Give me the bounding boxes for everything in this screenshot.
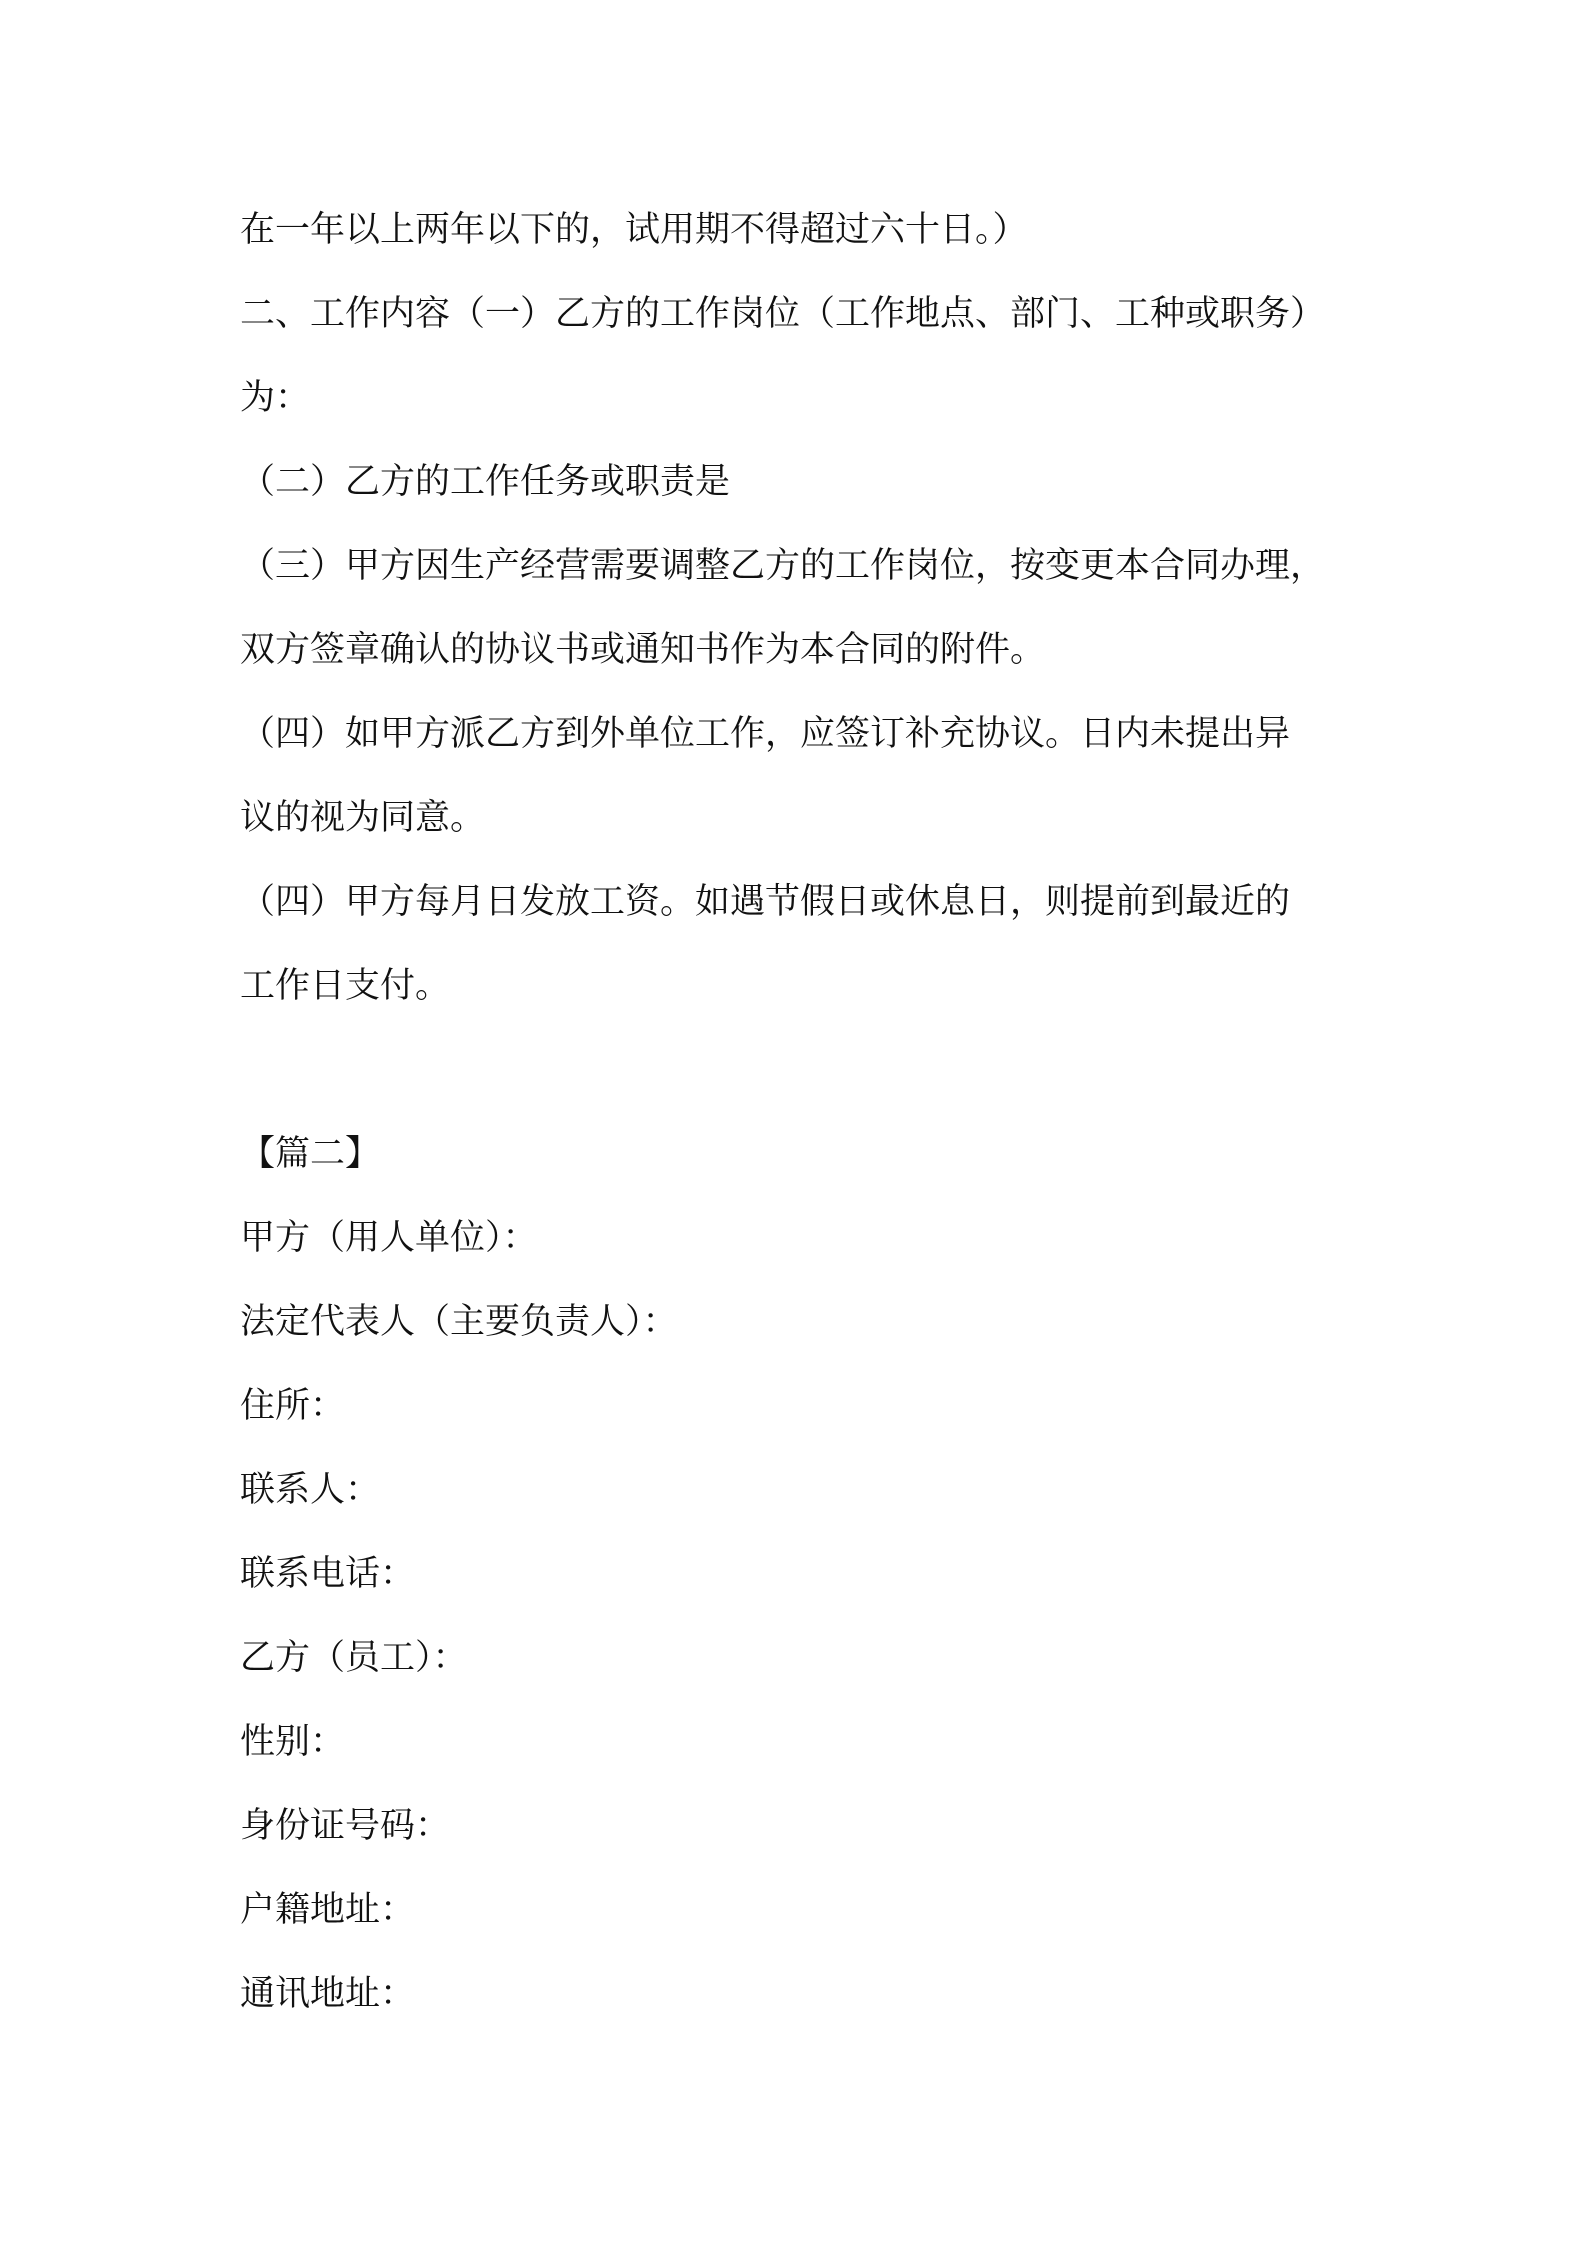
- field-employer: 甲方（用人单位）：: [240, 1218, 538, 1258]
- field-gender: 性别：: [240, 1722, 346, 1762]
- part-heading: 【篇二】: [240, 1134, 381, 1174]
- paragraph-line: 议的视为同意。: [240, 798, 486, 838]
- field-contact-phone: 联系电话：: [240, 1554, 416, 1594]
- field-contact-person: 联系人：: [240, 1470, 381, 1510]
- clause-three: （三）甲方因生产经营需要调整乙方的工作岗位，按变更本合同办理，: [240, 546, 1326, 586]
- paragraph-line: 在一年以上两年以下的，试用期不得超过六十日。）: [240, 210, 1028, 250]
- clause-four: （四）如甲方派乙方到外单位工作，应签订补充协议。日内未提出异: [240, 714, 1291, 754]
- field-legal-representative: 法定代表人（主要负责人）：: [240, 1302, 678, 1342]
- clause-four-wages: （四）甲方每月日发放工资。如遇节假日或休息日，则提前到最近的: [240, 882, 1291, 922]
- field-mailing-address: 通讯地址：: [240, 1974, 416, 2014]
- section-two-title: 二、工作内容（一）乙方的工作岗位（工作地点、部门、工种或职务）: [240, 294, 1326, 334]
- paragraph-line: 双方签章确认的协议书或通知书作为本合同的附件。: [240, 630, 1046, 670]
- field-address: 住所：: [240, 1386, 346, 1426]
- blank-line: [240, 1028, 1360, 1112]
- field-employee: 乙方（员工）：: [240, 1638, 468, 1678]
- field-household-address: 户籍地址：: [240, 1890, 416, 1930]
- field-id-number: 身份证号码：: [240, 1806, 451, 1846]
- paragraph-line: 工作日支付。: [240, 966, 451, 1006]
- paragraph-line: 为：: [240, 378, 311, 418]
- document-body: [240, 188, 1360, 2036]
- clause-two: （二）乙方的工作任务或职责是: [240, 462, 731, 502]
